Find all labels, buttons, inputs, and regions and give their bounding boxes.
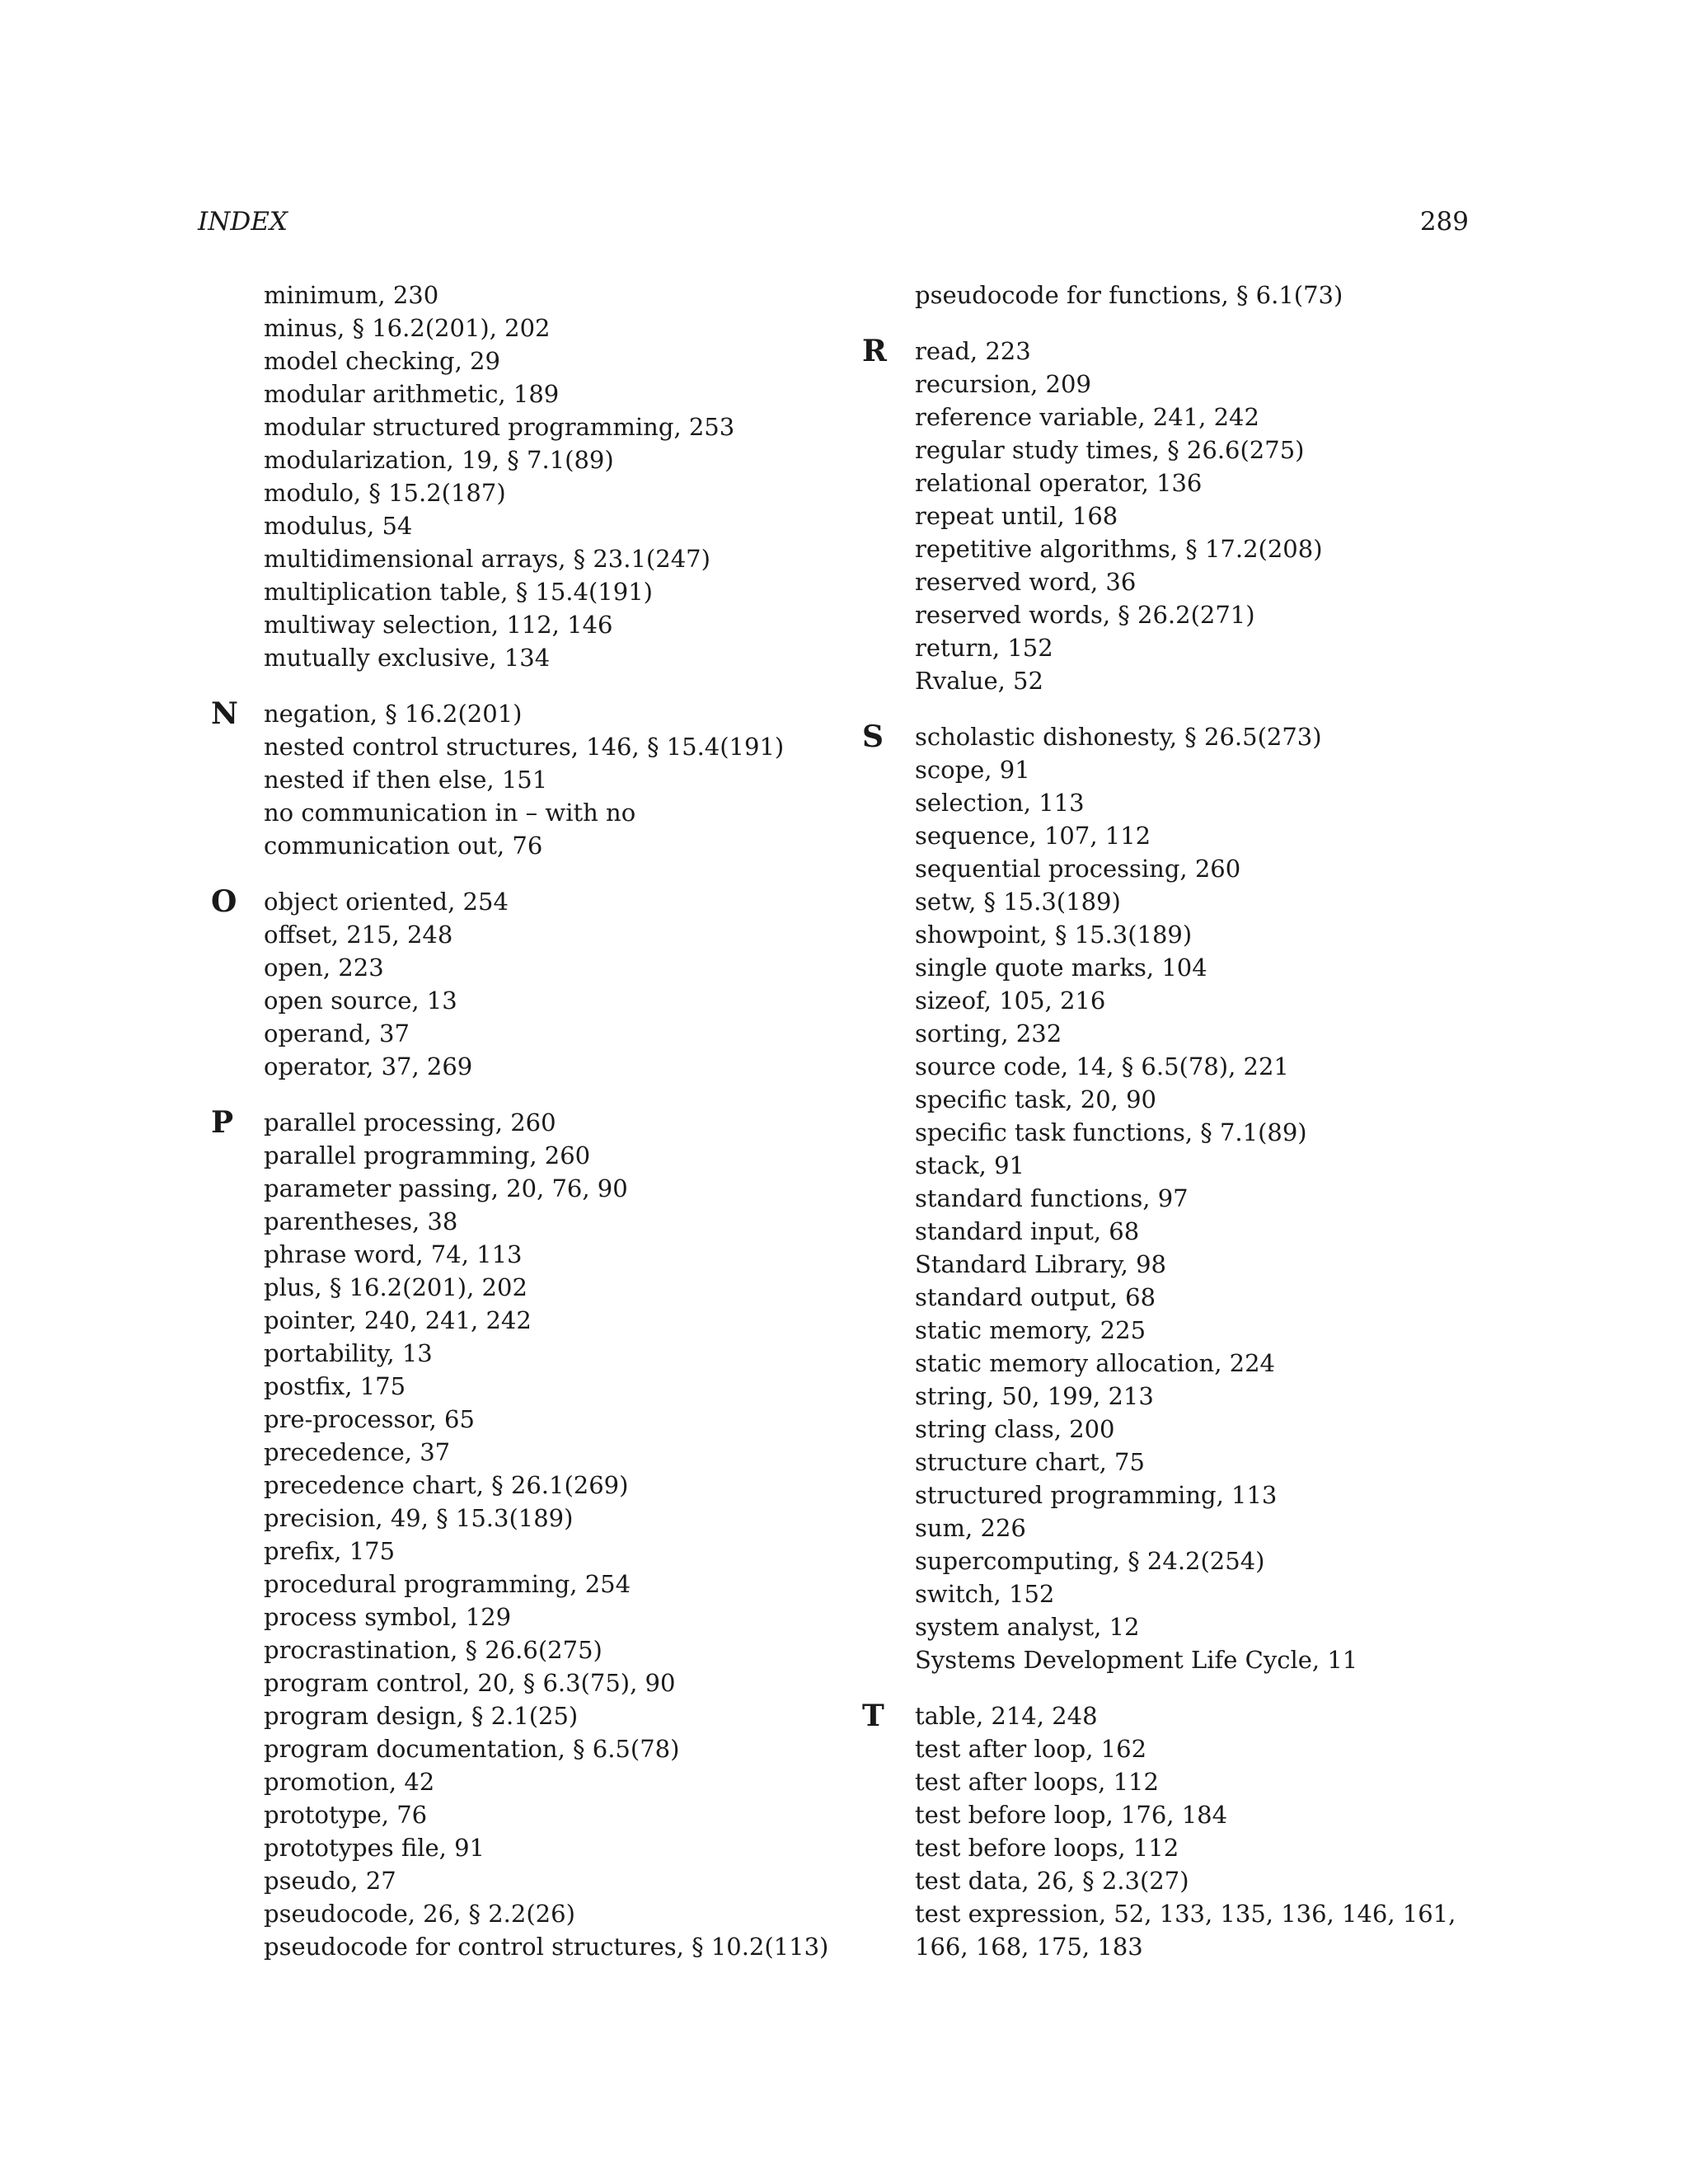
index-column-right: [862, 279, 1489, 1986]
index-entry: table, 214, 248: [915, 1702, 1098, 1730]
index-entry: phrase word, 74, 113: [264, 1240, 523, 1268]
index-entry: standard output, 68: [915, 1283, 1156, 1311]
index-entry: pseudocode, 26, § 2.2(26): [264, 1900, 575, 1928]
index-entry: string class, 200: [915, 1415, 1115, 1443]
index-entry: standard input, 68: [915, 1217, 1140, 1245]
index-entry: relational operator, 136: [915, 469, 1203, 497]
index-entry: test expression, 52, 133, 135, 136, 146, 161,: [915, 1900, 1456, 1928]
page-header: [198, 203, 1469, 241]
index-entry: program control, 20, § 6.3(75), 90: [264, 1669, 676, 1697]
index-entry: postfix, 175: [264, 1372, 406, 1400]
index-letter-group: [862, 720, 1489, 1676]
index-entry: mutually exclusive, 134: [264, 644, 551, 672]
index-entry: reserved word, 36: [915, 568, 1137, 596]
index-letter-group: [862, 279, 1489, 312]
index-entry: scholastic dishonesty, § 26.5(273): [915, 723, 1322, 751]
index-entry: setw, § 15.3(189): [915, 888, 1121, 916]
index-entry: scope, 91: [915, 756, 1030, 784]
section-letter: P: [211, 1105, 234, 1140]
index-entry: prototype, 76: [264, 1801, 428, 1829]
index-entry: test after loops, 112: [915, 1768, 1159, 1796]
index-entry: recursion, 209: [915, 370, 1091, 398]
index-entry: string, 50, 199, 213: [915, 1382, 1154, 1410]
index-entry: supercomputing, § 24.2(254): [915, 1547, 1265, 1575]
index-entry: parallel processing, 260: [264, 1108, 556, 1137]
index-entry: test data, 26, § 2.3(27): [915, 1867, 1189, 1895]
index-letter-group: [862, 1699, 1489, 1963]
index-entry: test after loop, 162: [915, 1735, 1147, 1763]
index-entry: procedural programming, 254: [264, 1570, 631, 1598]
index-entry: static memory allocation, 224: [915, 1349, 1275, 1377]
index-entry: operand, 37: [264, 1019, 410, 1047]
index-entry: sizeof, 105, 216: [915, 987, 1106, 1015]
index-entry: parallel programming, 260: [264, 1141, 591, 1169]
index-letter-group: [211, 885, 837, 1083]
index-entry: sorting, 232: [915, 1019, 1062, 1047]
index-entry: Systems Development Life Cycle, 11: [915, 1646, 1358, 1674]
index-entry: process symbol, 129: [264, 1603, 512, 1631]
index-entry: multiway selection, 112, 146: [264, 611, 613, 639]
index-entry: nested if then else, 151: [264, 766, 548, 794]
index-entry: pointer, 240, 241, 242: [264, 1306, 532, 1334]
index-entry: offset, 215, 248: [264, 921, 453, 949]
section-letter: T: [862, 1699, 884, 1733]
index-entry: single quote marks, 104: [915, 954, 1207, 982]
index-entry: test before loop, 176, 184: [915, 1801, 1228, 1829]
index-entry: modulo, § 15.2(187): [264, 479, 506, 507]
page-number: 289: [1419, 207, 1469, 237]
index-entry: repetitive algorithms, § 17.2(208): [915, 535, 1323, 563]
index-letter-group: [211, 1106, 837, 1963]
index-entry: modularization, 19, § 7.1(89): [264, 446, 614, 474]
index-entry: stack, 91: [915, 1151, 1025, 1179]
section-letter: S: [862, 719, 884, 754]
index-entry: reference variable, 241, 242: [915, 403, 1259, 431]
index-entry: program documentation, § 6.5(78): [264, 1735, 680, 1763]
index-entry: prefix, 175: [264, 1537, 396, 1565]
index-entry: pseudo, 27: [264, 1867, 396, 1895]
index-entry: parentheses, 38: [264, 1207, 458, 1235]
index-entry: model checking, 29: [264, 347, 500, 375]
index-entry: 166, 168, 175, 183: [915, 1933, 1143, 1961]
index-entry: specific task functions, § 7.1(89): [915, 1118, 1307, 1146]
index-entry: multiplication table, § 15.4(191): [264, 578, 653, 606]
index-entry: promotion, 42: [264, 1768, 435, 1796]
index-entry: precedence, 37: [264, 1438, 451, 1466]
index-entry: pre-processor, 65: [264, 1405, 475, 1433]
index-entry: regular study times, § 26.6(275): [915, 436, 1305, 464]
index-entry: prototypes file, 91: [264, 1834, 485, 1862]
index-entry: repeat until, 168: [915, 502, 1118, 530]
running-head: INDEX: [198, 207, 288, 237]
index-entry: return, 152: [915, 634, 1053, 662]
index-entry: portability, 13: [264, 1339, 433, 1367]
index-entry: precision, 49, § 15.3(189): [264, 1504, 574, 1532]
index-entry: negation, § 16.2(201): [264, 700, 523, 728]
index-entry: plus, § 16.2(201), 202: [264, 1273, 528, 1301]
index-entry: sequence, 107, 112: [915, 822, 1151, 850]
index-entry: system analyst, 12: [915, 1613, 1140, 1641]
index-entry: precedence chart, § 26.1(269): [264, 1471, 629, 1499]
index-entry: procrastination, § 26.6(275): [264, 1636, 603, 1664]
index-entry: read, 223: [915, 337, 1031, 365]
index-entry: source code, 14, § 6.5(78), 221: [915, 1052, 1289, 1080]
index-entry: modulus, 54: [264, 512, 413, 540]
index-entry: standard functions, 97: [915, 1184, 1189, 1212]
index-entry: sum, 226: [915, 1514, 1026, 1542]
index-entry: switch, 152: [915, 1580, 1055, 1608]
index-entry: pseudocode for control structures, § 10.2(113): [264, 1933, 829, 1961]
index-entry: reserved words, § 26.2(271): [915, 601, 1255, 629]
index-entry: selection, 113: [915, 789, 1085, 817]
index-column-left: [211, 279, 837, 1986]
index-entry: modular arithmetic, 189: [264, 380, 560, 408]
index-entry: object oriented, 254: [264, 888, 509, 916]
index-entry: multidimensional arrays, § 23.1(247): [264, 545, 710, 573]
section-letter: N: [211, 696, 238, 731]
section-letter: O: [211, 884, 237, 919]
index-entry: test before loops, 112: [915, 1834, 1179, 1862]
index-entry: sequential processing, 260: [915, 855, 1241, 883]
index-entry: Rvalue, 52: [915, 667, 1043, 695]
index-letter-group: [862, 335, 1489, 697]
index-entry: operator, 37, 269: [264, 1052, 473, 1080]
index-entry: nested control structures, 146, § 15.4(191): [264, 733, 785, 761]
index-entry: structure chart, 75: [915, 1448, 1145, 1476]
index-entry: pseudocode for functions, § 6.1(73): [915, 281, 1343, 309]
index-entry: specific task, 20, 90: [915, 1085, 1157, 1113]
index-entry: structured programming, 113: [915, 1481, 1278, 1509]
index-entry: minimum, 230: [264, 281, 439, 309]
index-entry: minus, § 16.2(201), 202: [264, 314, 551, 342]
index-entry: communication out, 76: [264, 832, 543, 860]
index-letter-group: [211, 697, 837, 862]
index-entry: modular structured programming, 253: [264, 413, 735, 441]
index-entry: program design, § 2.1(25): [264, 1702, 579, 1730]
index-entry: no communication in – with no: [264, 799, 636, 827]
section-letter: R: [862, 334, 887, 368]
index-entry: showpoint, § 15.3(189): [915, 921, 1193, 949]
index-letter-group: [211, 279, 837, 674]
index-entry: static memory, 225: [915, 1316, 1146, 1344]
index-entry: Standard Library, 98: [915, 1250, 1166, 1278]
index-entry: parameter passing, 20, 76, 90: [264, 1174, 628, 1202]
index-entry: open source, 13: [264, 987, 457, 1015]
index-entry: open, 223: [264, 954, 384, 982]
